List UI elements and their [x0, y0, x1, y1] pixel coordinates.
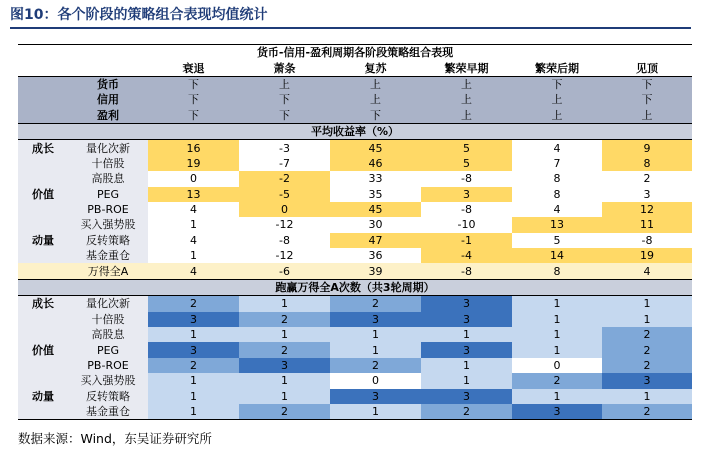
row-label: 反转策略: [68, 389, 148, 404]
value-cell: 4: [190, 233, 197, 247]
row-label: PEG: [68, 342, 148, 357]
value-cell: -8: [641, 233, 653, 247]
value-cell: -4: [421, 248, 512, 263]
cycle-cell: 上: [421, 76, 512, 92]
row-label: PEG: [68, 187, 148, 202]
value-cell: 2: [148, 358, 239, 373]
value-cell: -5: [239, 187, 330, 202]
value-cell: 1: [148, 404, 239, 420]
value-cell: -1: [421, 233, 512, 248]
table-row: [18, 404, 692, 420]
value-cell: 16: [148, 140, 239, 156]
row-label: 高股息: [68, 327, 148, 342]
column-header: 衰退: [148, 60, 239, 76]
column-header: 见顶: [602, 60, 692, 76]
section2-title-row: [18, 279, 692, 295]
column-header: 繁荣后期: [512, 60, 602, 76]
value-cell: 1: [239, 327, 330, 342]
value-cell: 1: [512, 312, 602, 327]
value-cell: 7: [553, 156, 561, 170]
cycle-row: [18, 76, 692, 92]
value-cell: 3: [421, 312, 512, 327]
column-header: 繁荣早期: [421, 60, 512, 76]
value-cell: 3: [330, 389, 421, 404]
section-title: 跑赢万得全A次数（共3轮周期）: [18, 279, 692, 295]
value-cell: 1: [512, 342, 602, 357]
table-row: [18, 263, 692, 279]
value-cell: 0: [372, 374, 379, 388]
value-cell: 2: [602, 358, 692, 373]
value-cell: -12: [275, 249, 294, 263]
row-label: 基金重仓: [68, 404, 148, 420]
value-cell: 33: [368, 172, 383, 186]
value-cell: 47: [330, 233, 421, 248]
table-row: [18, 373, 692, 388]
cycle-cell: 下: [148, 92, 239, 107]
cycle-cell: 下: [512, 76, 602, 92]
row-group: [18, 327, 68, 342]
value-cell: 2: [239, 404, 330, 420]
row-label: 货币: [68, 76, 148, 92]
cycle-cell: 下: [602, 92, 692, 107]
value-cell: 0: [190, 172, 197, 186]
value-cell: 8: [512, 263, 602, 279]
value-cell: 3: [148, 342, 239, 357]
value-cell: 2: [330, 358, 421, 373]
value-cell: 1: [190, 218, 197, 232]
table-row: [18, 296, 692, 312]
cycle-cell: 下: [602, 76, 692, 92]
value-cell: 3: [421, 342, 512, 357]
value-cell: 13: [512, 217, 602, 232]
value-cell: 8: [602, 156, 692, 171]
value-cell: 1: [421, 327, 512, 342]
value-cell: 13: [148, 187, 239, 202]
value-cell: 45: [330, 140, 421, 156]
value-cell: 2: [239, 312, 330, 327]
value-cell: 3: [421, 296, 512, 312]
row-label: PB-ROE: [68, 358, 148, 373]
cycle-row: [18, 92, 692, 107]
source-note: 数据来源：Wind，东吴证券研究所: [18, 431, 212, 446]
title-rule: [10, 27, 691, 29]
row-label: 十倍股: [68, 312, 148, 327]
value-cell: 4: [190, 203, 197, 217]
row-group: 动量: [18, 233, 68, 248]
value-cell: 4: [148, 263, 239, 279]
row-group: [18, 171, 68, 186]
value-cell: -6: [239, 263, 330, 279]
row-label: 买入强势股: [68, 217, 148, 232]
value-cell: 4: [602, 263, 692, 279]
row-group: [18, 312, 68, 327]
value-cell: 3: [512, 404, 602, 420]
value-cell: 1: [512, 327, 602, 342]
row-group: [18, 358, 68, 373]
value-cell: 2: [239, 342, 330, 357]
value-cell: -7: [279, 156, 290, 170]
value-cell: -10: [457, 218, 476, 232]
column-header: 萧条: [239, 60, 330, 76]
table-container: [18, 44, 692, 420]
value-cell: -8: [461, 172, 472, 186]
value-cell: 0: [553, 359, 561, 372]
row-group: 价值: [18, 187, 68, 202]
value-cell: 4: [553, 141, 561, 155]
cycle-cell: 上: [602, 108, 692, 124]
value-cell: 2: [602, 327, 692, 342]
value-cell: 5: [421, 156, 512, 171]
table-row: [18, 312, 692, 327]
cycle-cell: 上: [239, 76, 330, 92]
row-group: 成长: [18, 296, 68, 312]
value-cell: 3: [643, 187, 651, 201]
value-cell: 2: [512, 373, 602, 388]
row-group: [18, 156, 68, 171]
value-cell: 1: [602, 312, 692, 327]
value-cell: -3: [279, 141, 290, 155]
value-cell: 1: [239, 296, 330, 312]
table-row: [18, 140, 692, 156]
value-cell: 2: [602, 342, 692, 357]
row-label: 十倍股: [68, 156, 148, 171]
value-cell: 2: [602, 404, 692, 420]
value-cell: 9: [602, 140, 692, 156]
value-cell: 19: [148, 156, 239, 171]
section1-title-row: [18, 123, 692, 139]
value-cell: 1: [602, 389, 692, 404]
row-label: 高股息: [68, 171, 148, 186]
row-group: [18, 373, 68, 388]
value-cell: 2: [330, 296, 421, 312]
row-label: 基金重仓: [68, 248, 148, 263]
table-row: [18, 342, 692, 357]
value-cell: 1: [239, 373, 330, 388]
table-row: [18, 389, 692, 404]
table-row: [18, 202, 692, 217]
value-cell: 3: [421, 389, 512, 404]
value-cell: 19: [602, 248, 692, 263]
value-cell: 39: [330, 263, 421, 279]
value-cell: 1: [512, 296, 602, 312]
value-cell: 46: [330, 156, 421, 171]
value-cell: 1: [148, 327, 239, 342]
cycle-cell: 上: [512, 92, 602, 107]
value-cell: 1: [148, 373, 239, 388]
value-cell: 2: [643, 172, 651, 186]
row-label: 信用: [68, 92, 148, 107]
row-label: 万得全A: [68, 263, 148, 279]
row-label: 买入强势股: [68, 373, 148, 388]
value-cell: 3: [421, 187, 512, 202]
row-group: [18, 263, 68, 279]
cycle-cell: 下: [239, 92, 330, 107]
value-cell: -8: [279, 233, 290, 247]
value-cell: 30: [368, 218, 383, 232]
table-title: 货币-信用-盈利周期各阶段策略组合表现: [18, 45, 692, 61]
cycle-cell: 上: [330, 76, 421, 92]
value-cell: -8: [421, 263, 512, 279]
row-label: 量化次新: [68, 140, 148, 156]
row-group: [18, 92, 68, 107]
strategy-performance-table: [18, 44, 692, 420]
value-cell: 2: [148, 296, 239, 312]
value-cell: 1: [330, 404, 421, 420]
figure-title: 图10：各个阶段的策略组合表现均值统计: [10, 7, 268, 23]
column-header: 复苏: [330, 60, 421, 76]
table-row: [18, 233, 692, 248]
row-label: 盈利: [68, 108, 148, 124]
value-cell: 2: [421, 404, 512, 420]
cycle-cell: 上: [330, 92, 421, 107]
cycle-cell: 上: [421, 92, 512, 107]
value-cell: 1: [421, 373, 512, 388]
value-cell: 1: [239, 389, 330, 404]
value-cell: 5: [421, 140, 512, 156]
value-cell: 3: [330, 312, 421, 327]
table-row: [18, 217, 692, 232]
value-cell: 1: [330, 342, 421, 357]
table-title-row: [18, 45, 692, 61]
row-group: [18, 404, 68, 420]
table-row: [18, 248, 692, 263]
value-cell: 1: [148, 389, 239, 404]
row-label: PB-ROE: [68, 202, 148, 217]
value-cell: 0: [239, 202, 330, 217]
cycle-cell: 上: [512, 108, 602, 124]
value-cell: 45: [330, 202, 421, 217]
cycle-cell: 下: [148, 76, 239, 92]
value-cell: 1: [190, 249, 197, 263]
row-group: [18, 217, 68, 232]
value-cell: 3: [239, 358, 330, 373]
value-cell: 5: [553, 233, 561, 247]
cycle-cell: 下: [239, 108, 330, 124]
value-cell: -8: [461, 203, 472, 217]
row-group: [18, 202, 68, 217]
row-group: [18, 248, 68, 263]
table-row: [18, 327, 692, 342]
value-cell: 12: [602, 202, 692, 217]
row-group: 成长: [18, 140, 68, 156]
value-cell: 11: [602, 217, 692, 232]
row-group: [18, 108, 68, 124]
row-group: 价值: [18, 342, 68, 357]
cycle-cell: 下: [330, 108, 421, 124]
row-group: 动量: [18, 389, 68, 404]
table-row: [18, 358, 692, 373]
cycle-row: [18, 108, 692, 124]
value-cell: -2: [239, 171, 330, 186]
value-cell: 35: [368, 187, 383, 201]
value-cell: 1: [512, 389, 602, 404]
cycle-cell: 下: [148, 108, 239, 124]
value-cell: 1: [602, 296, 692, 312]
value-cell: 3: [148, 312, 239, 327]
value-cell: 3: [602, 373, 692, 388]
value-cell: 1: [421, 358, 512, 373]
row-label: 量化次新: [68, 296, 148, 312]
value-cell: 14: [512, 248, 602, 263]
table-row: [18, 187, 692, 202]
row-label: 反转策略: [68, 233, 148, 248]
value-cell: 4: [553, 203, 561, 217]
value-cell: 8: [553, 187, 561, 201]
value-cell: 8: [553, 172, 561, 186]
value-cell: 1: [330, 327, 421, 342]
value-cell: 36: [368, 249, 383, 263]
table-row: [18, 156, 692, 171]
value-cell: -12: [275, 218, 294, 232]
column-header-row: [18, 60, 692, 76]
table-row: [18, 171, 692, 186]
cycle-cell: 上: [421, 108, 512, 124]
row-group: [18, 76, 68, 92]
section-title: 平均收益率（%）: [18, 123, 692, 139]
